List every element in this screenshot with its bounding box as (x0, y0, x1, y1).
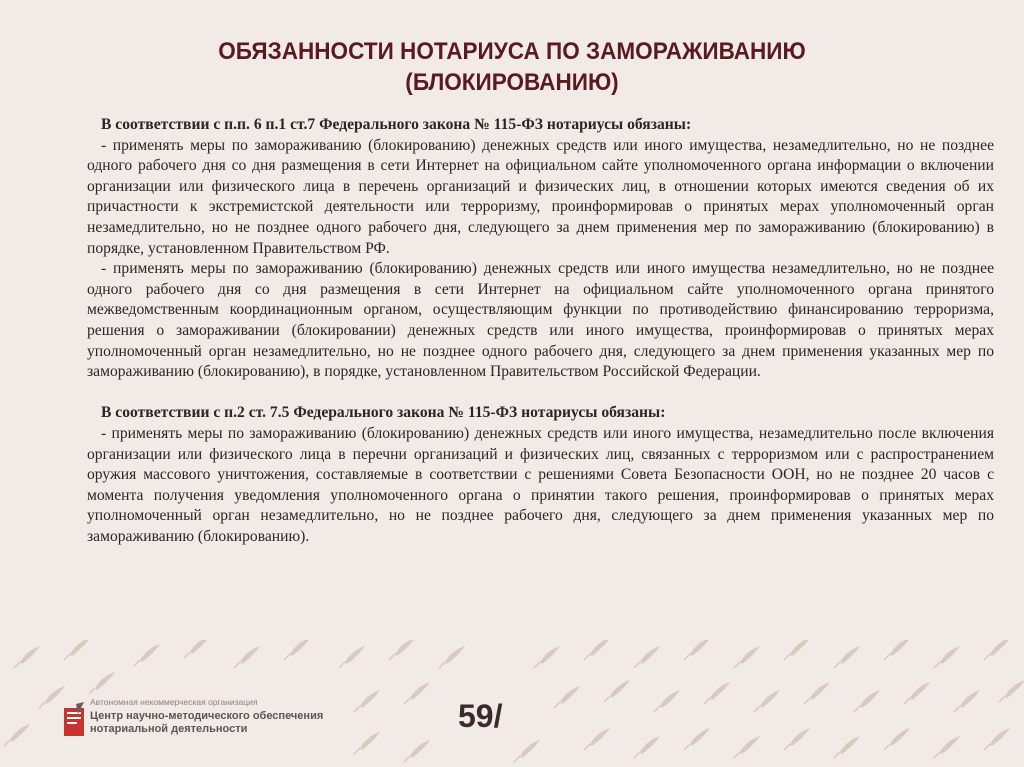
org-name (90, 710, 340, 736)
org-name-line1: Центр научно-методического обеспечения (90, 710, 324, 722)
notary-logo-icon (62, 702, 86, 738)
slide-title-line1: ОБЯЗАННОСТИ НОТАРИУСА ПО ЗАМОРАЖИВАНИЮ (218, 38, 806, 65)
slide-body (87, 115, 994, 547)
org-type-label: Автономная некоммерческая организация (90, 697, 258, 707)
section2-item1: - применять меры по замораживанию (блокированию) денежных средств или иного имущества, незамедлительно после включения организации или физического лица в перечни организаций и физических лиц, связанных с терроризмом или с распространением оружия массового уничтожения, составляемые в соответствии с решениями Совета Безопасности ООН, но не позднее 20 часов с момента получения уведомления уполномоченного органа о принятии такого решения, проинформировав о принятых мерах уполномоченный орган незамедлительно, но не позднее рабочего дня, следующего за днем применения указанных мер по замораживанию (блокированию). (87, 424, 994, 545)
section1-item2: - применять меры по замораживанию (блокированию) денежных средств или иного имущества незамедлительно, но не позднее одного рабочего дня со дня размещения в сети Интернет на официальном сайте уполномоченного органа принятого межведомственным координационным органом, осуществляющим функции по противодействию финансированию терроризма, решения о замораживании (блокировании) денежных средств или иного имущества, проинформировав о принятых мерах уполномоченный орган незамедлительно, но не позднее одного рабочего дня, следующего за днем применения указанных мер по замораживанию (блокированию), в порядке, установленном Правительством Российской Федерации. (87, 260, 994, 381)
section2-heading: В соответствии с п.2 ст. 7.5 Федерального закона № 115-ФЗ нотариусы обязаны: (101, 404, 666, 422)
org-logo (62, 697, 332, 745)
section-gap (87, 383, 994, 404)
section1-item1: - применять меры по замораживанию (блокированию) денежных средств или иного имущества, незамедлительно, но не позднее одного рабочего дня со дня размещения в сети Интернет на официальном сайте уполномоченного органа информации о включении организации или физического лица в перечень организаций и физических лиц, в отношении которых имеются сведения об их причастности к экстремистской деятельности или терроризму, проинформировав о принятых мерах уполномоченный орган незамедлительно, но не позднее одного рабочего дня, следующего за днем применения мер по замораживанию (блокированию) в порядке, установленном Правительством РФ. (87, 136, 994, 257)
slide-title-line2: (БЛОКИРОВАНИЮ) (405, 69, 619, 96)
section1-heading: В соответствии с п.п. 6 п.1 ст.7 Федерального закона № 115-ФЗ нотариусы обязаны: (101, 116, 692, 133)
slide-title (41, 36, 983, 98)
page-number: 59/ (458, 698, 503, 734)
org-name-line2: нотариальной деятельности (90, 723, 248, 735)
